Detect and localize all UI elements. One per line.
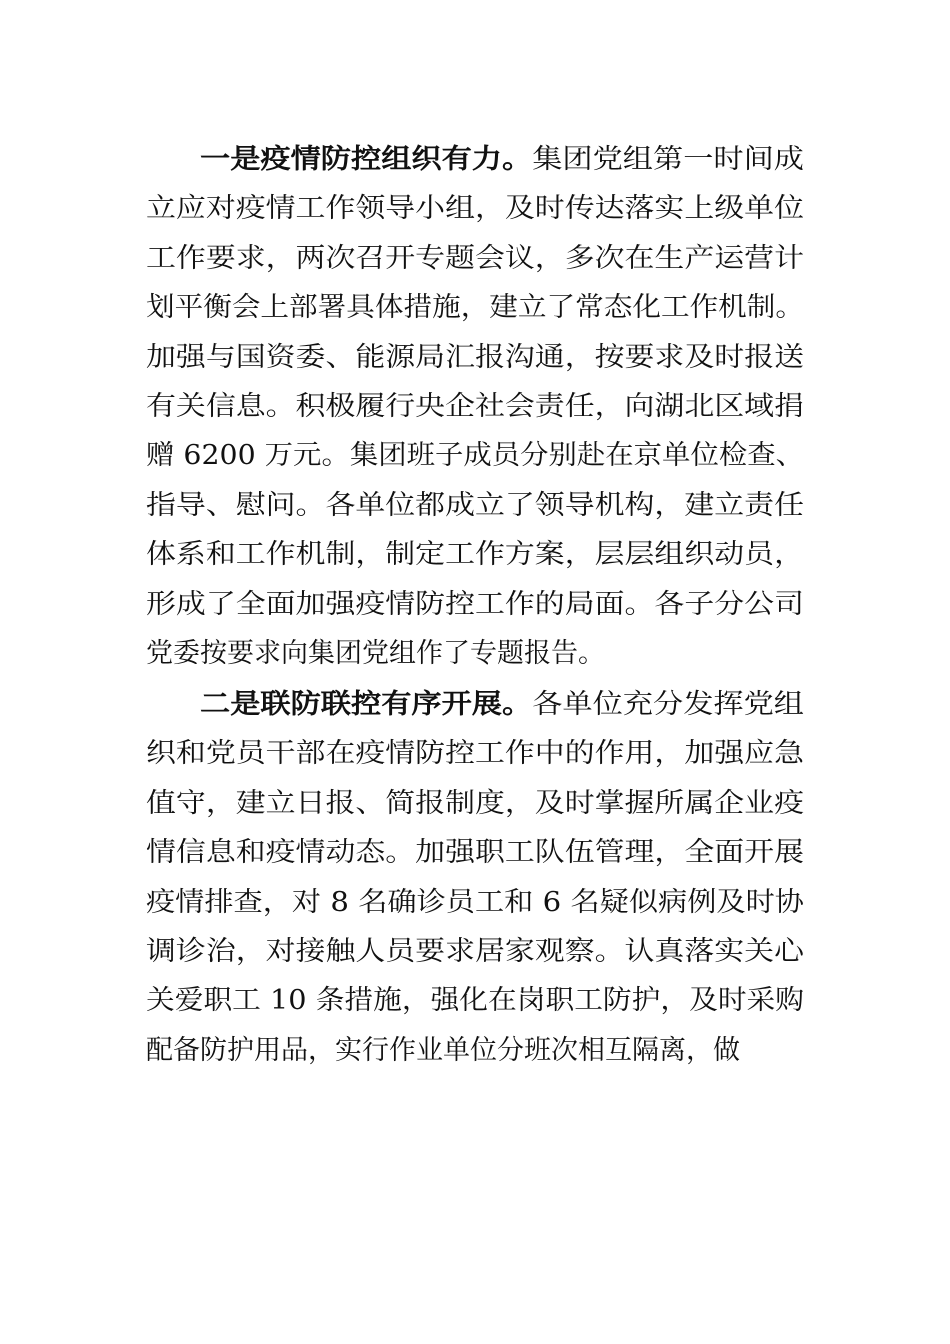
line-text — [146, 184, 804, 233]
line-text — [146, 927, 804, 976]
line-text — [146, 580, 804, 629]
paragraph-2-line-2 — [0, 729, 950, 778]
line-text — [146, 333, 804, 382]
line-text — [146, 382, 804, 431]
body-text: 情信息和疫情动态。加强职工队伍管理，全面开展 — [146, 837, 804, 869]
line-text — [146, 1026, 740, 1075]
line-text — [146, 530, 804, 579]
paragraph-2-line-3 — [0, 779, 950, 828]
body-text: 调诊治，对接触人员要求居家观察。认真落实关心 — [146, 936, 804, 967]
line-text — [146, 878, 804, 927]
paragraph-1-line-6 — [0, 382, 950, 431]
body-text: 各单位充分发挥党组 — [532, 689, 804, 720]
body-text: 党委按要求向集团党组作了专题报告。 — [146, 638, 605, 669]
paragraph-heading: 二是联防联控有序开展。 — [200, 689, 533, 720]
line-text — [146, 779, 804, 828]
body-text: 值守，建立日报、简报制度，及时掌握所属企业疫 — [146, 787, 804, 819]
body-text: 有关信息。积极履行央企社会责任，向湖北区域捐 — [146, 391, 804, 422]
line-text — [146, 729, 804, 778]
body-text: 织和党员干部在疫情防控工作中的作用，加强应急 — [146, 738, 804, 770]
paragraph-2-line-5 — [0, 878, 950, 927]
paragraph-1-line-7 — [0, 431, 950, 480]
body-text: 指导、慰问。各单位都成立了领导机构，建立责任 — [146, 489, 804, 521]
paragraph-heading: 一是疫情防控组织有力。 — [200, 144, 533, 175]
line-text — [146, 629, 605, 678]
body-text: 加强与国资委、能源局汇报沟通，按要求及时报送 — [146, 341, 804, 373]
paragraph-2-line-7 — [0, 976, 950, 1025]
paragraph-1-line-4 — [0, 283, 950, 332]
line-text — [200, 680, 804, 729]
paragraph-1-line-8 — [0, 481, 950, 530]
paragraph-1-line-1 — [0, 135, 950, 184]
body-text: 工作要求，两次召开专题会议，多次在生产运营计 — [146, 242, 804, 274]
line-text — [146, 283, 804, 332]
paragraph-1-line-3 — [0, 234, 950, 283]
paragraph-2-line-1 — [0, 680, 950, 729]
line-text — [146, 976, 804, 1025]
body-text: 立应对疫情工作领导小组，及时传达落实上级单位 — [146, 193, 804, 225]
paragraph-1-line-5 — [0, 333, 950, 382]
body-text: 体系和工作机制，制定工作方案，层层组织动员， — [146, 539, 804, 571]
line-text — [146, 828, 804, 877]
body-text: 配备防护用品，实行作业单位分班次相互隔离，做 — [146, 1034, 740, 1066]
paragraph-2-line-8 — [0, 1026, 950, 1075]
line-text — [146, 481, 804, 530]
paragraph-1-line-11 — [0, 629, 950, 678]
paragraph-1-line-10 — [0, 580, 950, 629]
body-text: 疫情排查，对 8 名确诊员工和 6 名疑似病例及时协 — [146, 886, 804, 918]
paragraph-2-line-4 — [0, 828, 950, 877]
paragraph-1-line-2 — [0, 184, 950, 233]
line-text — [146, 234, 804, 283]
paragraph-1-line-9 — [0, 530, 950, 579]
body-text: 集团党组第一时间成 — [532, 144, 804, 175]
line-text — [146, 431, 804, 480]
body-text: 划平衡会上部署具体措施，建立了常态化工作机制。 — [146, 292, 805, 324]
body-text: 形成了全面加强疫情防控工作的局面。各子分公司 — [146, 588, 804, 620]
paragraph-2-line-6 — [0, 927, 950, 976]
body-text: 关爱职工 10 条措施，强化在岗职工防护，及时采购 — [146, 985, 804, 1017]
body-text: 赠 6200 万元。集团班子成员分别赴在京单位检查、 — [146, 440, 804, 472]
line-text — [200, 135, 804, 184]
